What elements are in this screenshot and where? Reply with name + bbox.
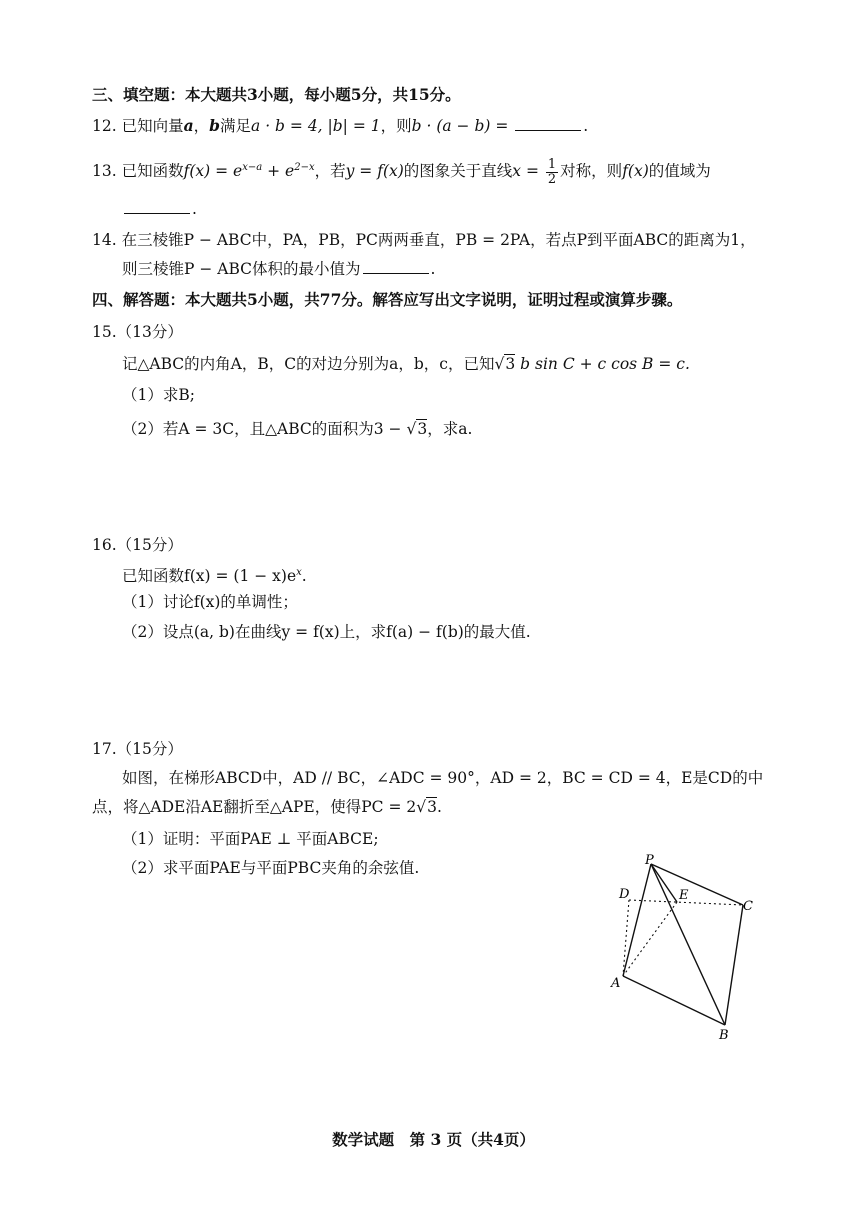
label-P: P	[645, 853, 654, 868]
question-15-stem: 记△ABC的内角A，B，C的对边分别为a，b，c，已知√3 b sin C + c cos B = c.	[122, 355, 690, 373]
label-E: E	[679, 888, 689, 903]
section3-heading: 三、填空题：本大题共3小题，每小题5分，共15分。	[92, 85, 461, 104]
question-15-part1: （1）求B;	[122, 386, 195, 404]
question-15-part2: （2）若A = 3C，且△ABC的面积为3 − √3，求a.	[122, 420, 473, 438]
question-17-line2: 点，将△ADE沿AE翻折至△APE，使得PC = 2√3.	[92, 798, 442, 816]
question-16-stem: 已知函数$f(x) = (1 - x)e^x$.	[122, 567, 307, 586]
label-C: C	[743, 899, 753, 914]
label-D: D	[619, 887, 630, 902]
question-17-header: 17.（15分）	[92, 740, 183, 758]
answer-blank-12[interactable]	[515, 116, 581, 131]
edge-EA	[623, 902, 677, 976]
edge-AB	[623, 976, 725, 1025]
geometry-figure	[605, 850, 765, 1045]
question-15-header: 15.（13分）	[92, 323, 183, 341]
answer-blank-13[interactable]	[124, 199, 190, 214]
page-footer: 数学试题 第 3 页（共4页）	[332, 1130, 535, 1149]
label-A: A	[611, 976, 621, 991]
question-17-part1: （1）证明：平面PAE ⊥ 平面ABCE;	[122, 830, 379, 848]
question-17-part2: （2）求平面PAE与平面PBC夹角的余弦值.	[122, 859, 420, 877]
question-14-line2: 则三棱锥P − ABC体积的最小值为 .	[122, 260, 436, 278]
question-17-line1: 如图，在梯形ABCD中，AD // BC，∠ADC = 90°，AD = 2，BC = CD = 4，E是CD的中	[122, 769, 764, 787]
edge-CB	[725, 905, 743, 1025]
question-13-line2: .	[122, 198, 197, 220]
question-12: 12. 已知向量a，b满足a · b = 4, |b| = 1，则b · (a − b) = .	[92, 116, 589, 135]
question-16-part2: （2）设点(a, b)在曲线y = f(x)上，求f(a) − f(b)的最大值.	[122, 623, 531, 641]
section4-heading: 四、解答题：本大题共5小题，共77分。解答应写出文字说明，证明过程或演算步骤。	[92, 290, 683, 309]
question-16-header: 16.（15分）	[92, 536, 183, 554]
answer-blank-14[interactable]	[363, 259, 429, 274]
question-14: 14. 在三棱锥P − ABC中，PA，PB，PC两两垂直，PB = 2PA，若点P到平面ABC的距离为1，	[92, 231, 756, 249]
question-13: 13. 已知函数$f(x) = e^{x-a} + e^{2-x}$，若y = f(x)的图象关于直线x = $\frac{1}{2}$ 对称，则f(x)的值域为	[92, 156, 711, 187]
question-16-part1: （1）讨论f(x)的单调性；	[122, 593, 298, 611]
label-B: B	[719, 1028, 729, 1043]
